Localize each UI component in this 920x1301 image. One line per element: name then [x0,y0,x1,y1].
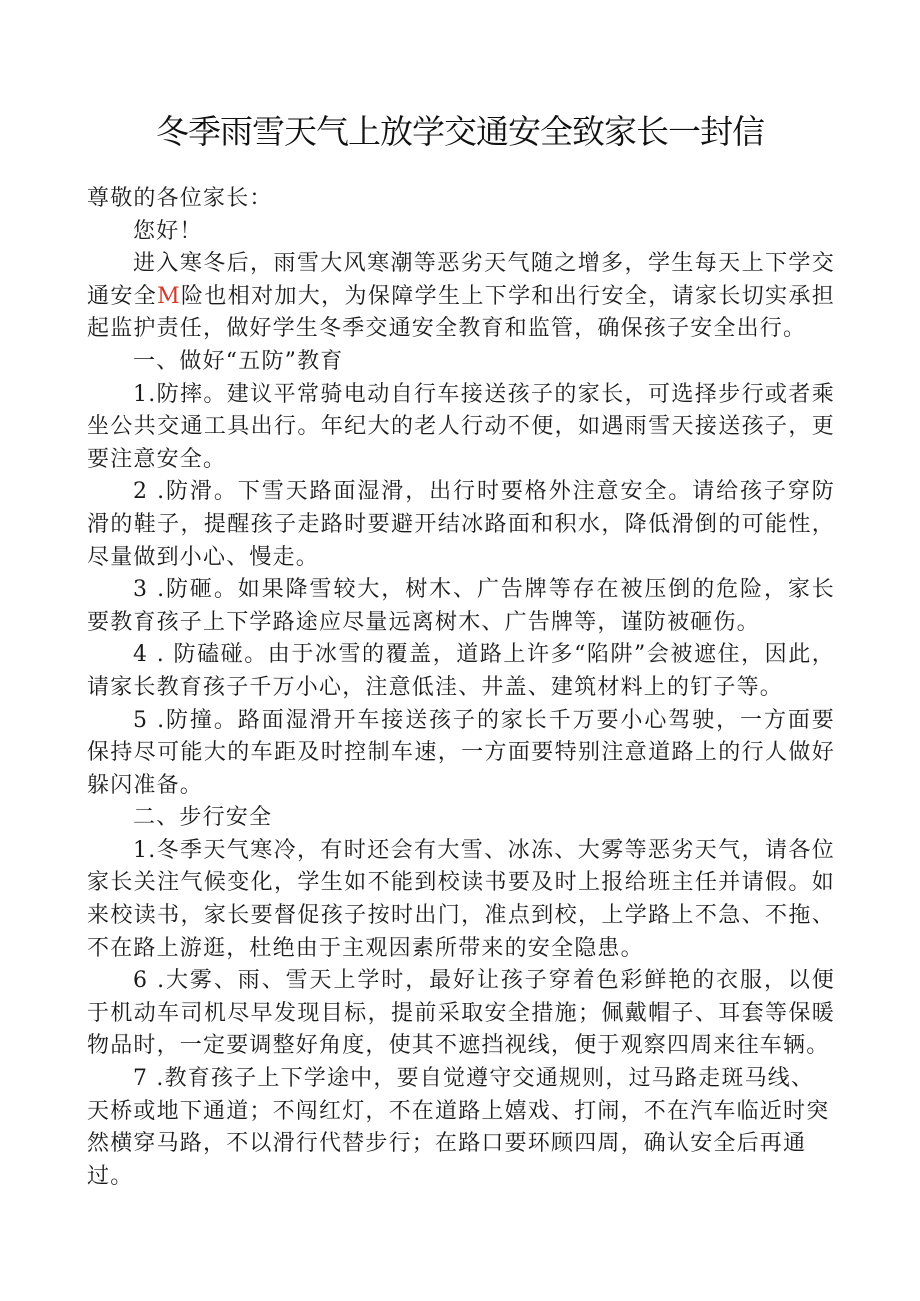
intro-text-after: 险也相对加大，为保障学生上下学和出行安全，请家长切实承担起监护责任，做好学生冬季交通安全教育和监管，确保孩子安全出行。 [87,283,835,342]
paragraph-cold-weather: 1.冬季天气寒冷，有时还会有大雪、冰冻、大雾等恶劣天气，请各位家长关注气候变化，学生如不能到校读书要及时上报给班主任并请假。如来校读书，家长要督促孩子按时出门，准点到校，上学路上不急、不拖、不在路上游逛，杜绝由于主观因素所带来的安全隐患。 [87,837,835,961]
paragraph-anti-fall: 1.防摔。建议平常骑电动自行车接送孩子的家长，可选择步行或者乘坐公共交通工具出行。年纪大的老人行动不便，如遇雨雪天接送孩子，更要注意安全。 [87,381,835,472]
paragraph-traffic-rules-line-3: 然横穿马路，不以滑行代替步行；在路口要环顾四周，确认安全后再通 [87,1131,807,1157]
paragraph-traffic-rules-line-1: 7 .教育孩子上下学途中，要自觉遵守交通规则，过马路走斑马线、 [133,1066,815,1092]
salutation: 尊敬的各位家长： [87,186,273,211]
greeting: 您好！ [133,218,203,244]
document-title: 冬季雨雪天气上放学交通安全致家长一封信 [156,112,764,151]
paragraph-traffic-rules-line-4: 过。 [87,1163,134,1189]
paragraph-anti-smash: 3 .防砸。如果降雪较大，树木、广告牌等存在被压倒的危险，家长要教育孩子上下学路途应尽量远离树木、广告牌等，谨防被砸伤。 [87,577,835,635]
paragraph-anti-bump: 4 . 防磕碰。由于冰雪的覆盖，道路上许多“陷阱”会被遮住，因此，请家长教育孩子千万小心，注意低洼、井盖、建筑材料上的钉子等。 [87,642,835,700]
paragraph-anti-slip: 2 .防滑。下雪天路面湿滑，出行时要格外注意安全。请给孩子穿防滑的鞋子，提醒孩子走路时要避开结冰路面和积水，降低滑倒的可能性，尽量做到小心、慢走。 [87,479,835,570]
red-mark-character: M [157,283,181,309]
intro-paragraph [87,248,835,346]
intro-text-before: 进入寒冬后，雨雪大风寒潮等恶劣天气随之增多，学生每天上下学交通安全 [87,251,835,309]
paragraph-traffic-rules-line-2: 天桥或地下通道；不闯红灯，不在道路上嬉戏、打闹，不在汽车临近时突 [87,1098,830,1124]
paragraph-fog-rain-snow: 6 .大雾、雨、雪天上学时，最好让孩子穿着色彩鲜艳的衣服，以便于机动车司机尽早发现目标，提前采取安全措施；佩戴帽子、耳套等保暖物品时，一定要调整好角度，使其不遮挡视线，便于观察四周来往车辆。 [87,968,835,1059]
section-heading-walking-safety: 二、步行安全 [133,805,273,831]
paragraph-anti-collision: 5 .防撞。路面湿滑开车接送孩子的家长千万要小心驾驶，一方面要保持尽可能大的车距及时控制车速，一方面要特别注意道路上的行人做好躲闪准备。 [87,707,835,798]
section-heading-five-precautions: 一、做好“五防”教育 [133,348,344,374]
letter-body [87,183,835,1193]
